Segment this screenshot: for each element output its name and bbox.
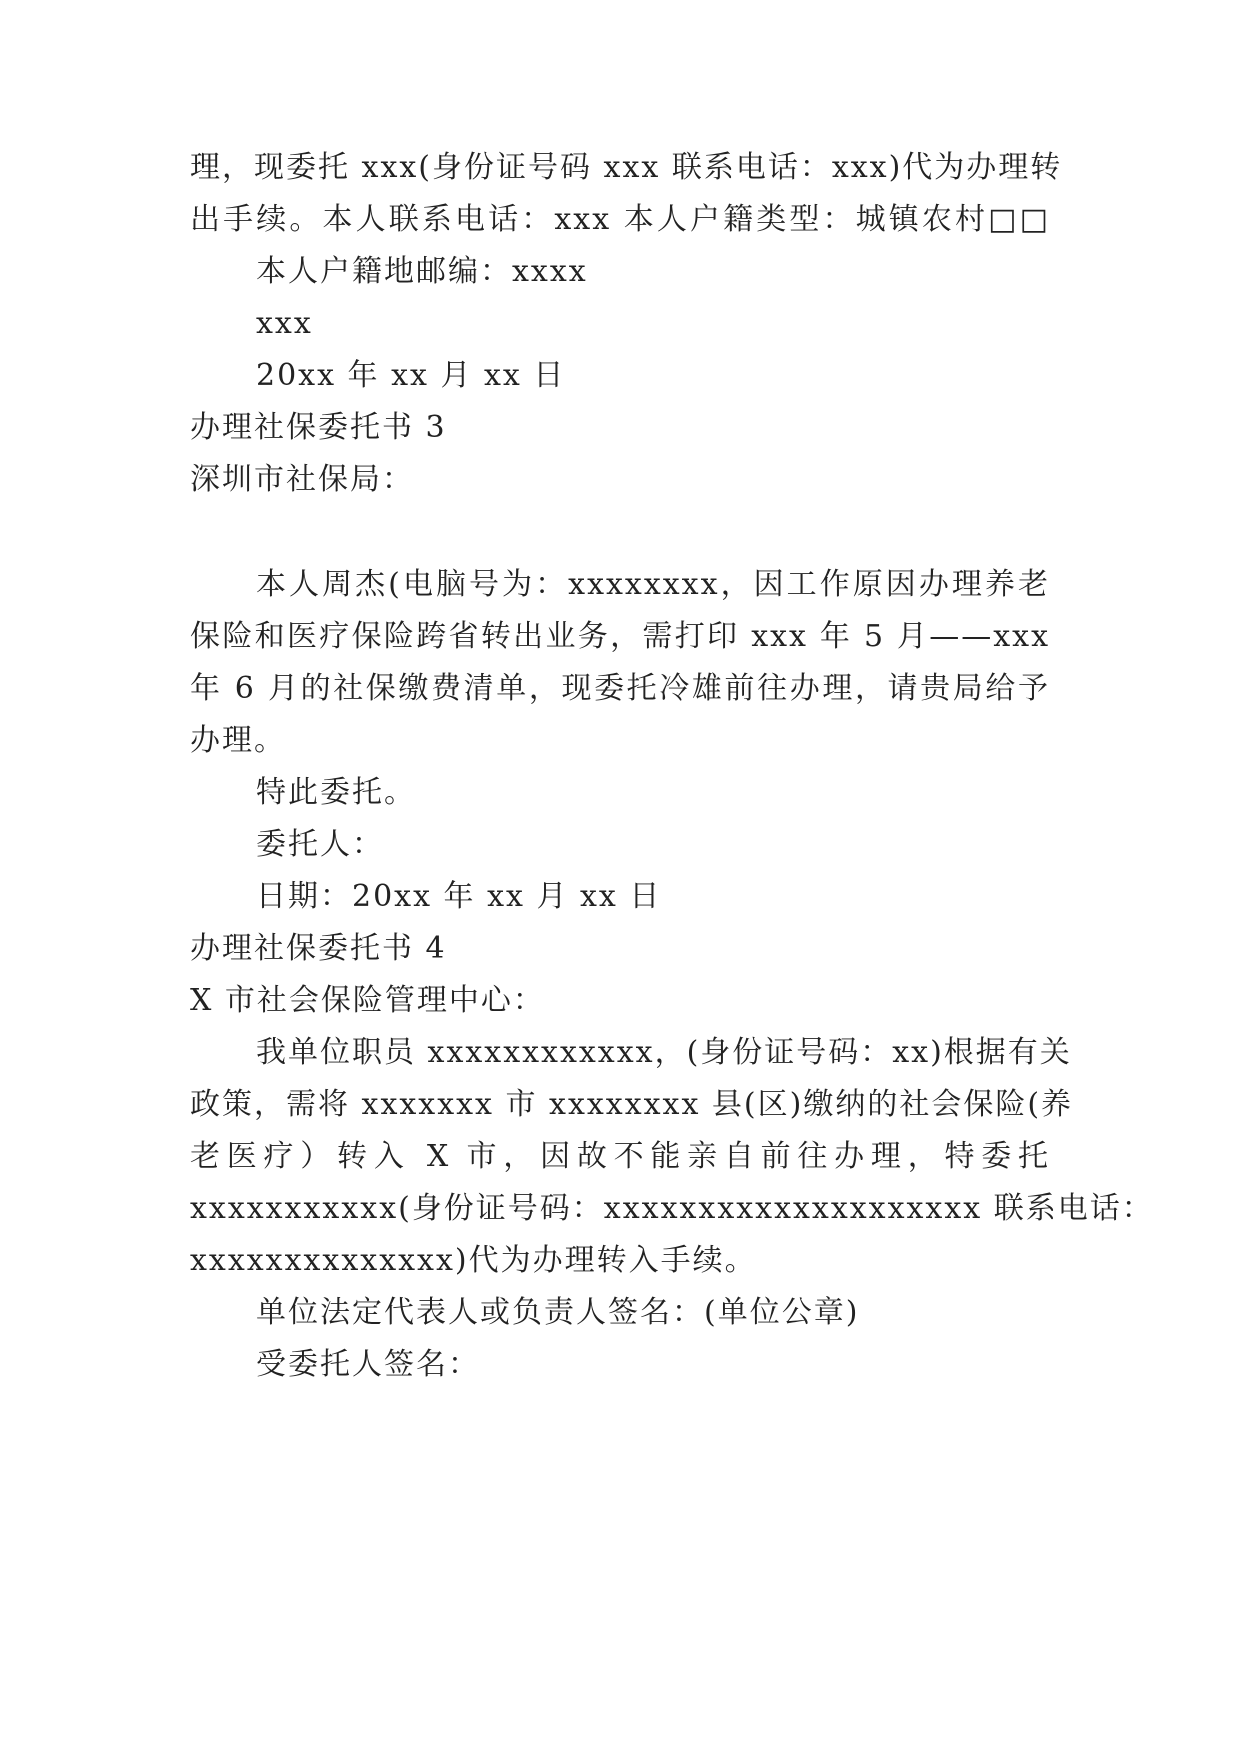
paragraph-line: 老医疗）转入 X 市，因故不能亲自前往办理，特委托: [190, 1139, 1050, 1174]
signer-name: xxx: [256, 306, 313, 341]
date-line: 日期：20xx 年 xx 月 xx 日: [256, 879, 662, 914]
representative-signature-label: 单位法定代表人或负责人签名：(单位公章): [256, 1295, 860, 1330]
paragraph-line: xxxxxxxxxxxxxx)代为办理转入手续。: [190, 1243, 757, 1278]
section-title: 办理社保委托书 3: [190, 410, 447, 445]
paragraph-line: xxxxxxxxxxx(身份证号码：xxxxxxxxxxxxxxxxxxxx 联系电话：: [190, 1191, 1154, 1226]
closing-line: 特此委托。: [256, 775, 416, 810]
addressee: 深圳市社保局：: [190, 462, 414, 497]
principal-label: 委托人：: [256, 827, 384, 862]
paragraph-line: 理，现委托 xxx(身份证号码 xxx 联系电话：xxx)代为办理转: [190, 150, 1063, 185]
paragraph-line: 我单位职员 xxxxxxxxxxxx，(身份证号码：xx)根据有关: [256, 1035, 1072, 1070]
paragraph-line: 本人周杰(电脑号为：xxxxxxxx，因工作原因办理养老: [256, 567, 1050, 602]
paragraph-line: 政策，需将 xxxxxxx 市 xxxxxxxx 县(区)缴纳的社会保险(养: [190, 1087, 1074, 1122]
date-line: 20xx 年 xx 月 xx 日: [256, 358, 566, 393]
paragraph-line: 保险和医疗保险跨省转出业务，需打印 xxx 年 5 月——xxx: [190, 619, 1050, 654]
paragraph-line: 出手续。本人联系电话：xxx 本人户籍类型：城镇农村□□: [190, 202, 1050, 237]
section-title: 办理社保委托书 4: [190, 931, 447, 966]
addressee: X 市社会保险管理中心：: [190, 983, 545, 1018]
paragraph-line: 办理。: [190, 723, 286, 758]
paragraph-line: 年 6 月的社保缴费清单，现委托冷雄前往办理，请贵局给予: [190, 671, 1050, 706]
postcode-line: 本人户籍地邮编：xxxx: [256, 254, 588, 289]
agent-signature-label: 受委托人签名：: [256, 1347, 480, 1382]
